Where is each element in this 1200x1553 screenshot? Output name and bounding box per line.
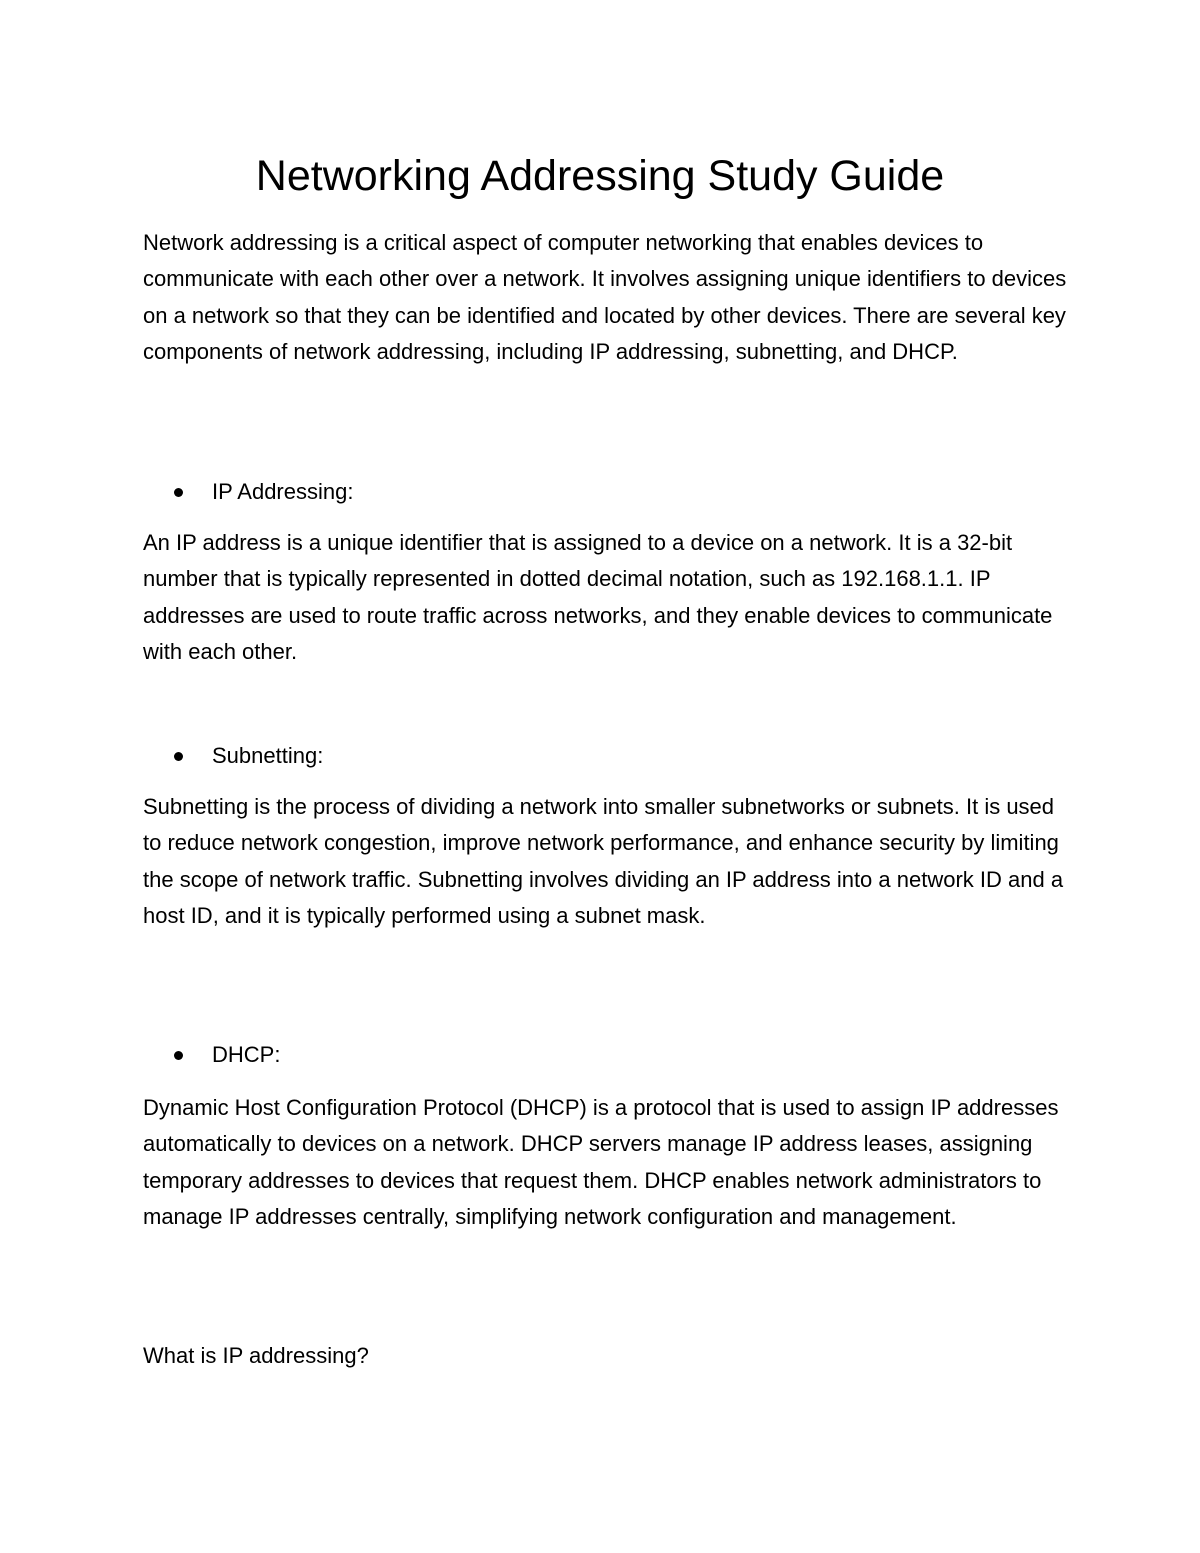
ip-addressing-paragraph: An IP address is a unique identifier that is assigned to a device on a network. It is a 32-bit number that is typically represented in dotted decimal notation, such as 192.168.1.1. IP addresses are used to route traffic across networks, and they enable devices to communicate with each other.	[143, 530, 1053, 665]
dhcp-paragraph: Dynamic Host Configuration Protocol (DHCP) is a protocol that is used to assign IP addresses automatically to devices on a network. DHCP servers manage IP address leases, assigning temporary addresses to devices that request them. DHCP enables network administrators to manage IP addresses centrally, simplifying network configuration and management.	[143, 1095, 1059, 1230]
bullet-subnetting	[174, 738, 323, 774]
section-heading: IP Addressing:	[212, 479, 354, 504]
page-title: Networking Addressing Study Guide	[255, 152, 945, 200]
section-heading: DHCP:	[212, 1042, 281, 1067]
bullet-dhcp	[174, 1037, 280, 1073]
bullet-ip-addressing	[174, 474, 353, 510]
bullet-dot-icon	[174, 1051, 183, 1060]
section-heading: Subnetting:	[212, 743, 324, 768]
bullet-dot-icon	[174, 752, 183, 761]
question-text: What is IP addressing?	[143, 1343, 369, 1368]
subnetting-paragraph: Subnetting is the process of dividing a network into smaller subnetworks or subnets. It is used to reduce network congestion, improve network performance, and enhance security by limiting the scope of network traffic. Subnetting involves dividing an IP address into a network ID and a host ID, and it is typically performed using a subnet mask.	[143, 794, 1064, 929]
bullet-dot-icon	[174, 488, 183, 497]
intro-paragraph: Network addressing is a critical aspect of computer networking that enables devices to communicate with each other over a network. It involves assigning unique identifiers to devices on a network so that they can be identified and located by other devices. There are several key components of network addressing, including IP addressing, subnetting, and DHCP.	[143, 230, 1067, 365]
